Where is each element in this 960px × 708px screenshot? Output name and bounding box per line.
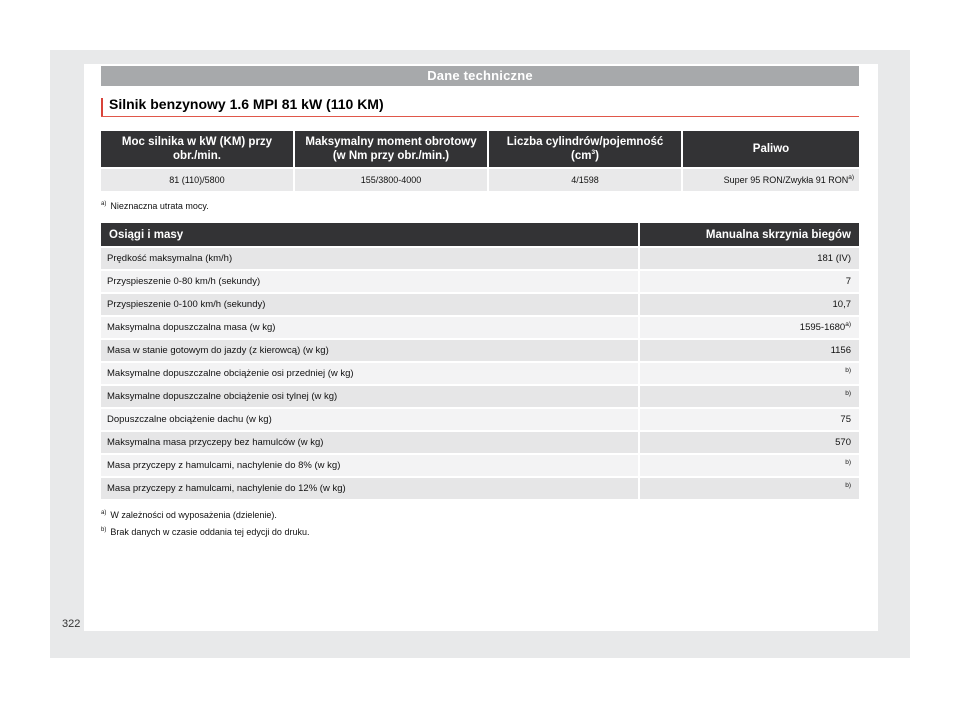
engine-col-cylinders: Liczba cylindrów/pojemność $(cm^3)$	[489, 131, 681, 167]
row-value: b)	[640, 363, 859, 384]
engine-power-value: 81 (110)/5800	[101, 169, 293, 191]
engine-torque-value: 155/3800-4000	[295, 169, 487, 191]
row-label: Maksymalne dopuszczalne obciążenie osi przedniej (w kg)	[101, 363, 638, 384]
row-label: Maksymalna masa przyczepy bez hamulców (w kg)	[101, 432, 638, 453]
footnote-b: $^{b)}$ Brak danych w czasie oddania tej edycji do druku.	[101, 527, 310, 537]
row-label: Masa w stanie gotowym do jazdy (z kierowcą) (w kg)	[101, 340, 638, 361]
section-band: Dane techniczne	[101, 66, 859, 86]
row-value: 181 (IV)	[640, 248, 859, 269]
row-label: Prędkość maksymalna (km/h)	[101, 248, 638, 269]
engine-table	[99, 129, 861, 193]
row-value: 75	[640, 409, 859, 430]
row-label: Maksymalna dopuszczalna masa (w kg)	[101, 317, 638, 338]
performance-header-value: Manualna skrzynia biegów	[640, 223, 859, 246]
table-row	[101, 386, 859, 407]
footnote-a: $^{a)}$ W zależności od wyposażenia (dzielenie).	[101, 510, 277, 520]
page-number: 322	[62, 618, 81, 630]
row-label: Maksymalne dopuszczalne obciążenie osi tylnej (w kg)	[101, 386, 638, 407]
row-label: Dopuszczalne obciążenie dachu (w kg)	[101, 409, 638, 430]
performance-table	[99, 221, 861, 501]
row-value: 10,7	[640, 294, 859, 315]
table-row	[101, 340, 859, 361]
table-row	[101, 363, 859, 384]
engine-fuel-value: Super 95 RON/Zwykła 91 RON$^{a)}$	[683, 169, 859, 191]
table-row	[101, 455, 859, 476]
engine-title	[101, 96, 859, 117]
engine-col-torque: Maksymalny moment obrotowy (w Nm przy obr./min.)	[295, 131, 487, 167]
table-row	[101, 169, 859, 191]
table-row	[101, 432, 859, 453]
engine-footnote: $^{a)}$ Nieznaczna utrata mocy.	[101, 201, 209, 211]
table-row	[101, 271, 859, 292]
engine-cylinders-value: 4/1598	[489, 169, 681, 191]
row-value: b)	[640, 455, 859, 476]
performance-header-label: Osiągi i masy	[101, 223, 638, 246]
table-row	[101, 248, 859, 269]
engine-col-power: Moc silnika w kW (KM) przy obr./min.	[101, 131, 293, 167]
row-value: 570	[640, 432, 859, 453]
row-value: b)	[640, 478, 859, 499]
row-value: 1595-1680$^{a)}$	[640, 317, 859, 338]
row-value: b)	[640, 386, 859, 407]
row-label: Masa przyczepy z hamulcami, nachylenie do 8% (w kg)	[101, 455, 638, 476]
engine-col-fuel: Paliwo	[683, 131, 859, 167]
table-row	[101, 478, 859, 499]
table-row	[101, 317, 859, 338]
row-label: Masa przyczepy z hamulcami, nachylenie do 12% (w kg)	[101, 478, 638, 499]
row-label: Przyspieszenie 0-80 km/h (sekundy)	[101, 271, 638, 292]
row-value: 1156	[640, 340, 859, 361]
row-label: Przyspieszenie 0-100 km/h (sekundy)	[101, 294, 638, 315]
row-value: 7	[640, 271, 859, 292]
table-row	[101, 409, 859, 430]
table-row	[101, 294, 859, 315]
engine-title-text: Silnik benzynowy 1.6 MPI 81 kW (110 KM)	[109, 96, 384, 112]
